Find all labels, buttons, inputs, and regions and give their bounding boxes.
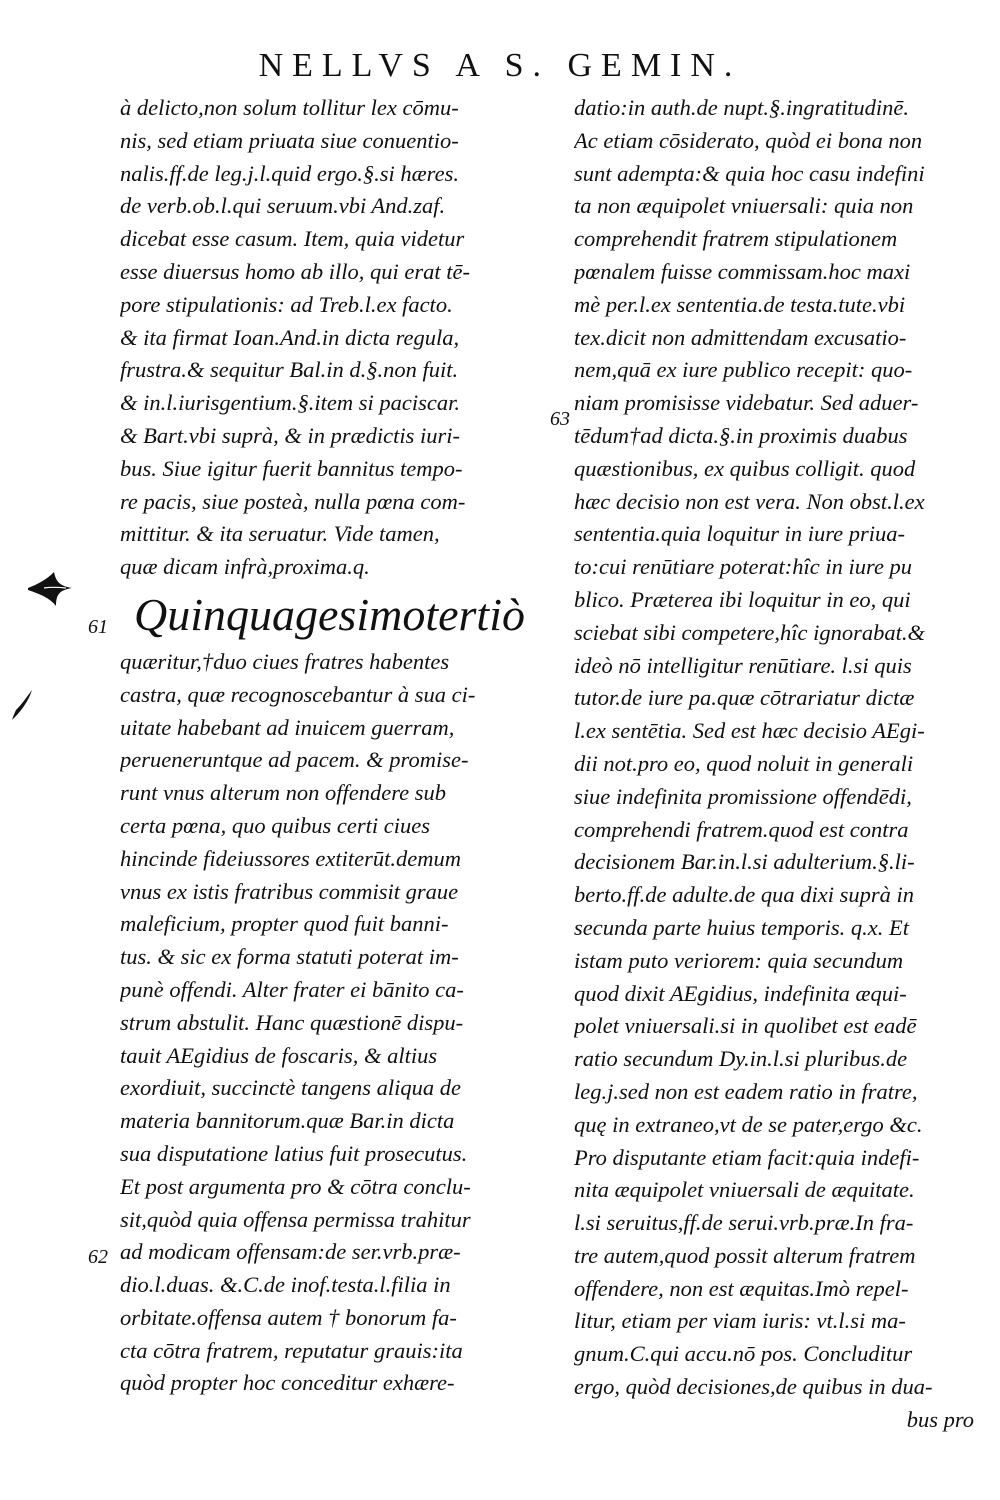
left-column-line: vnus ex istis fratribus commisit graue <box>120 878 459 904</box>
left-column-line: hincinde fideiussores extiterūt.demum <box>120 845 461 871</box>
left-column-line: orbitate.offensa autem † bonorum fa- <box>120 1304 457 1330</box>
right-column-line: hæc decisio non est vera. Non obst.l.ex <box>574 488 925 514</box>
left-column-text-bottom <box>120 646 545 1400</box>
right-column-line: comprehendi fratrem.quod est contra <box>574 816 909 842</box>
right-column-line: l.ex sentētia. Sed est hæc decisio AEgi- <box>574 718 925 744</box>
left-column-line: nis, sed etiam priuata siue conuentio- <box>120 127 459 153</box>
margin-number-61: 61 <box>88 616 108 638</box>
left-column-line: Et post argumenta pro & cōtra conclu- <box>120 1173 471 1199</box>
right-column-line: to:cui renūtiare poterat:hîc in iure pu <box>574 554 913 580</box>
right-column-line: berto.ff.de adulte.de qua dixi suprà in <box>574 882 914 908</box>
left-column-line: dio.l.duas. &.C.de inof.testa.l.filia in <box>120 1272 451 1298</box>
right-column-line: sunt adempta:& quia hoc casu indefini <box>574 160 925 186</box>
right-column-line: offendere, non est æquitas.Imò repel- <box>574 1275 909 1301</box>
right-column-line: blico. Præterea ibi loquitur in eo, qui <box>574 586 911 612</box>
left-column-line: tauit AEgidius de foscaris, & altius <box>120 1042 438 1068</box>
left-column-line: uitate habebant ad inuicem guerram, <box>120 714 455 740</box>
left-column-line: & in.l.iurisgentium.§.item si paciscar. <box>120 390 460 416</box>
right-column-line: l.si seruitus,ff.de serui.vrb.præ.In fra- <box>574 1210 914 1236</box>
quill-mark-icon <box>8 688 38 722</box>
running-head: NELLVS A S. GEMIN. <box>258 47 742 84</box>
left-column-line: de verb.ob.l.qui seruum.vbi And.zaf. <box>120 193 446 219</box>
left-column-line: re pacis, siue posteà, nulla pœna com- <box>120 488 466 514</box>
right-column-line: comprehendit fratrem stipulationem <box>574 226 898 252</box>
right-column-line: mè per.l.ex sententia.de testa.tute.vbi <box>574 291 906 317</box>
right-column-line: datio:in auth.de nupt.§.ingratitudinē. <box>574 95 909 120</box>
left-column-line: à delicto,non solum tollitur lex cōmu- <box>120 95 459 120</box>
right-column <box>574 92 974 1437</box>
right-column-line: quod dixit AEgidius, indefinita æqui- <box>574 980 907 1006</box>
right-column-line: ta non æquipolet vniuersali: quia non <box>574 193 914 219</box>
right-column-line: tre autem,quod possit alterum fratrem <box>574 1242 916 1268</box>
left-column-line: & ita firmat Ioan.And.in dicta regula, <box>120 324 460 350</box>
right-column-line: dii not.pro eo, quod noluit in generali <box>574 750 914 776</box>
right-column-line: ratio secundum Dy.in.l.si pluribus.de <box>574 1046 908 1072</box>
left-column-line: sit,quòd quia offensa permissa trahitur <box>120 1206 471 1232</box>
left-column-line: bus. Siue igitur fuerit bannitus tempo- <box>120 455 463 481</box>
catchword: bus pro <box>906 1406 974 1432</box>
left-column-line: esse diuersus homo ab illo, qui erat tē- <box>120 258 470 284</box>
left-column-line: strum abstulit. Hanc quæstionē dispu- <box>120 1009 464 1035</box>
right-column-line: sententia.quia loquitur in iure priua- <box>574 521 906 547</box>
right-column-line: tex.dicit non admittendam excusatio- <box>574 324 907 350</box>
left-column-line: mittitur. & ita seruatur. Vide tamen, <box>120 521 440 547</box>
right-column-line: leg.j.sed non est eadem ratio in fratre, <box>574 1078 918 1104</box>
left-column-line: perueneruntque ad pacem. & promise- <box>120 747 469 773</box>
right-column-line: sciebat sibi competere,hîc ignorabat.& <box>574 619 925 645</box>
margin-number-62: 62 <box>88 1246 108 1268</box>
right-column-line: gnum.C.qui accu.nō pos. Concluditur <box>574 1341 913 1367</box>
right-column-line: tutor.de iure pa.quæ cōtrariatur dictæ <box>574 685 915 711</box>
left-column-line: dicebat esse casum. Item, quia videtur <box>120 226 465 252</box>
right-column-text <box>574 92 974 1404</box>
right-column-line: niam promisisse videbatur. Sed aduer- <box>574 390 919 416</box>
right-column-line: secunda parte huius temporis. q.x. Et <box>574 914 909 940</box>
right-column-line: polet vniuersali.si in quolibet est eadē <box>574 1013 917 1039</box>
left-column-line: tus. & sic ex forma statuti poterat im- <box>120 944 459 970</box>
right-column-line: siue indefinita promissione offendēdi, <box>574 783 912 809</box>
left-column-line: sua disputatione latius fuit prosecutus. <box>120 1140 468 1166</box>
right-column-line: tēdum†ad dicta.§.in proximis duabus <box>574 422 908 448</box>
left-column-line: materia bannitorum.quæ Bar.in dicta <box>120 1108 455 1134</box>
right-column-line: decisionem Bar.in.l.si adulterium.§.li- <box>574 849 915 875</box>
left-column-line: pore stipulationis: ad Treb.l.ex facto. <box>120 291 453 317</box>
left-column-line: castra, quæ recognoscebantur à sua ci- <box>120 681 476 707</box>
left-column-line: cta cōtra fratrem, reputatur grauis:ita <box>120 1337 463 1363</box>
section-heading: Quinquagesimotertiò <box>134 588 525 640</box>
left-column-line: runt vnus alterum non offendere sub <box>120 780 447 806</box>
right-column-line: quę in extraneo,vt de se pater,ergo &c. <box>574 1111 923 1137</box>
margin-number-63: 63 <box>550 408 570 430</box>
right-column-line: istam puto veriorem: quia secundum <box>574 947 904 973</box>
left-column-line: punè offendi. Alter frater ei bānito ca- <box>120 976 464 1002</box>
right-column-line: Pro disputante etiam facit:quia indefi- <box>574 1144 920 1170</box>
right-column-line: nem,quā ex iure publico recepit: quo- <box>574 357 913 383</box>
right-column-line: ergo, quòd decisiones,de quibus in dua- <box>574 1374 933 1400</box>
left-column-line: quæritur,†duo ciues fratres habentes <box>120 648 450 674</box>
left-column-line: quòd propter hoc conceditur exhære- <box>120 1370 455 1396</box>
left-column-line: quæ dicam infrà,proxima.q. <box>120 554 370 580</box>
left-column <box>120 92 545 1400</box>
left-column-line: exordiuit, succinctè tangens aliqua de <box>120 1075 461 1101</box>
right-column-line: pœnalem fuisse commissam.hoc maxi <box>574 258 911 284</box>
right-column-line: litur, etiam per viam iuris: vt.l.si ma- <box>574 1308 906 1334</box>
right-column-line: nita æquipolet vniuersali de æquitate. <box>574 1177 915 1203</box>
left-column-line: & Bart.vbi suprà, & in prædictis iuri- <box>120 422 461 448</box>
right-column-line: ideò nō intelligitur renūtiare. l.si quis <box>574 652 912 678</box>
right-column-line: quæstionibus, ex quibus colligit. quod <box>574 455 916 481</box>
fleuron-ornament-icon <box>26 568 76 612</box>
left-column-line: maleficium, propter quod fuit banni- <box>120 911 449 937</box>
left-column-line: nalis.ff.de leg.j.l.quid ergo.§.si hæres. <box>120 160 459 186</box>
left-column-text-top <box>120 92 545 584</box>
left-column-line: frustra.& sequitur Bal.in d.§.non fuit. <box>120 357 459 383</box>
right-column-line: Ac etiam cōsiderato, quòd ei bona non <box>574 127 923 153</box>
left-column-line: ad modicam offensam:de ser.vrb.præ- <box>120 1239 461 1265</box>
left-column-line: certa pœna, quo quibus certi ciues <box>120 812 430 838</box>
